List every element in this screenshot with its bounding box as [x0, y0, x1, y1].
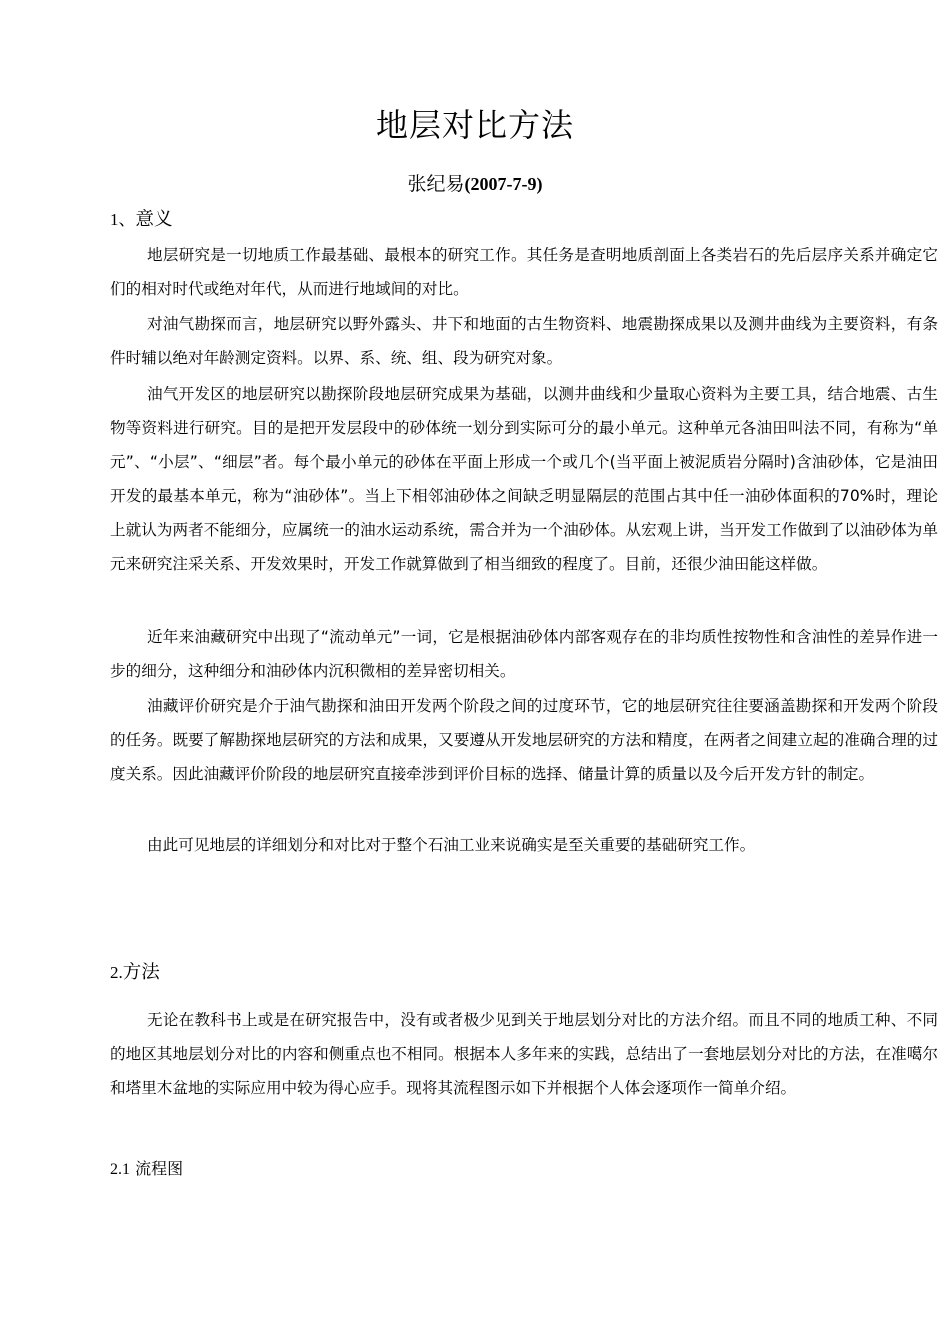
author-date: (2007-7-9) — [464, 174, 543, 194]
paragraph: 近年来油藏研究中出现了“流动单元”一词，它是根据油砂体内部客观存在的非均质性按物性和含油性的差异作进一步的细分，这种细分和油砂体内沉积微相的差异密切相关。 — [110, 628, 938, 680]
subsection-number: 2.1 — [110, 1161, 130, 1178]
paragraph: 由此可见地层的详细划分和对比对于整个石油工业来说确实是至关重要的基础研究工作。 — [147, 836, 756, 854]
paragraph: 油气开发区的地层研究以勘探阶段地层研究成果为基础，以测井曲线和少量取心资料为主要工具，结合地震、古生物等资料进行研究。目的是把开发层段中的砂体统一划分到实际可分的最小单元。这种单元各油田叫法不同，有称为“单元”、“小层”、“细层”者。每个最小单元的砂体在平面上形成一个或几个(当平面上被泥质岩分隔时)含油砂体，它是油田开发的最基本单元，称为“油砂体”。当上下相邻油砂体之间缺乏明显隔层的范围占其中任一油砂体面积的70%时，理论上就认为两者不能细分，应属统一的油水运动系统，需合并为一个油砂体。从宏观上讲，当开发工作做到了以油砂体为单元来研究注采关系、开发效果时，开发工作就算做到了相当细致的程度了。目前，还很少油田能这样做。 — [110, 385, 938, 573]
section-heading-1 — [110, 205, 173, 235]
section-number: 2. — [110, 963, 123, 982]
section-title: 方法 — [122, 962, 160, 983]
author-name: 张纪易 — [407, 173, 465, 195]
paragraph: 无论在教科书上或是在研究报告中，没有或者极少见到关于地层划分对比的方法介绍。而且不同的地质工种、不同的地区其地层划分对比的内容和侧重点也不相同。根据本人多年来的实践，总结出了一套地层划分对比的方法，在准噶尔和塔里木盆地的实际应用中较为得心应手。现将其流程图示如下并根据个人体会逐项作一简单介绍。 — [110, 1011, 938, 1097]
section-heading-2 — [110, 958, 160, 988]
paragraph: 油藏评价研究是介于油气勘探和油田开发两个阶段之间的过度环节，它的地层研究往往要涵盖勘探和开发两个阶段的任务。既要了解勘探地层研究的方法和成果，又要遵从开发地层研究的方法和精度，在两者之间建立起的准确合理的过度关系。因此油藏评价阶段的地层研究直接牵涉到评价目标的选择、储量计算的质量以及今后开发方针的制定。 — [110, 697, 938, 783]
paragraph: 地层研究是一切地质工作最基础、最根本的研究工作。其任务是查明地质剖面上各类岩石的先后层序关系并确定它们的相对时代或绝对年代，从而进行地域间的对比。 — [110, 246, 938, 298]
section-number: 1、 — [110, 210, 136, 229]
author-line — [0, 168, 950, 200]
document-title: 地层对比方法 — [375, 106, 574, 144]
subsection-title: 流程图 — [135, 1159, 184, 1178]
section-title: 意义 — [135, 209, 173, 230]
paragraph: 对油气勘探而言，地层研究以野外露头、井下和地面的古生物资料、地震勘探成果以及测井曲线为主要资料，有条件时辅以绝对年龄测定资料。以界、系、统、组、段为研究对象。 — [110, 315, 938, 367]
subsection-heading — [110, 1154, 183, 1185]
